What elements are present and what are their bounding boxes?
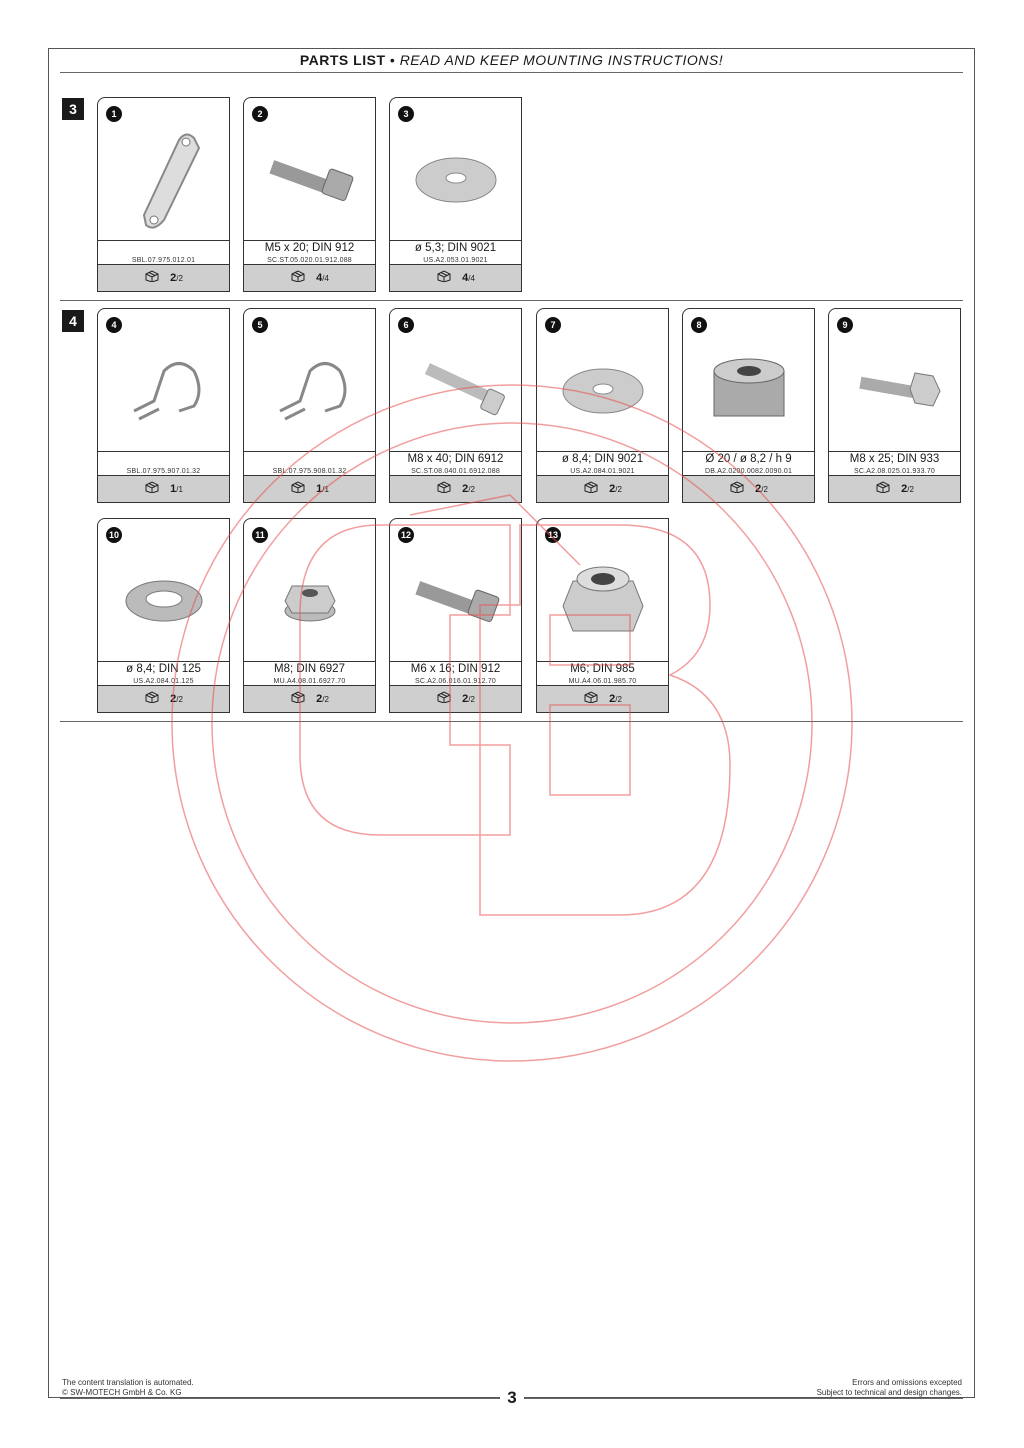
- part-number-badge: 4: [106, 317, 122, 333]
- part-code: SC.ST.08.040.01.6912.088: [411, 468, 500, 475]
- part-card: [682, 308, 815, 503]
- card-divider: [98, 661, 229, 662]
- part-number-badge: 5: [252, 317, 268, 333]
- part-name: M6 x 16; DIN 912: [410, 663, 501, 675]
- quantity-bar: [390, 264, 521, 291]
- card-divider: [244, 240, 375, 241]
- part-name: ø 5,3; DIN 9021: [414, 242, 497, 254]
- part-name: M8; DIN 6927: [274, 663, 345, 675]
- part-code: US.A2.084.01.9021: [570, 468, 635, 475]
- part-name: M5 x 20; DIN 912: [264, 242, 355, 254]
- bracket-plate-icon: [104, 120, 225, 230]
- hex-bolt-icon: [835, 331, 956, 441]
- part-code: DB.A2.0200.0082.0090.01: [704, 468, 793, 475]
- part-number-badge: 1: [106, 106, 122, 122]
- quantity: 2/2: [316, 693, 329, 705]
- card-divider: [829, 451, 960, 452]
- quantity-bar: [244, 475, 375, 502]
- quantity-bar: [683, 475, 814, 502]
- card-divider: [537, 661, 668, 662]
- part-card: [243, 518, 376, 713]
- part-card: [536, 518, 669, 713]
- package-box-icon: [583, 690, 599, 708]
- header-divider: [60, 72, 963, 73]
- wire-clip-icon: [104, 331, 225, 441]
- part-code: SC.A2.08.025.01.933.70: [853, 468, 936, 475]
- quantity: 4/4: [316, 272, 329, 284]
- footer-translation-note: The content translation is automated.: [62, 1378, 194, 1387]
- card-divider: [244, 661, 375, 662]
- part-card: [243, 97, 376, 292]
- part-code: MU.A4.08.01.6927.70: [273, 678, 346, 685]
- socket-bolt-icon: [250, 120, 371, 230]
- wire-clip-icon: [250, 331, 371, 441]
- package-box-icon: [436, 480, 452, 498]
- card-divider: [683, 451, 814, 452]
- card-divider: [390, 451, 521, 452]
- header-subtitle: READ AND KEEP MOUNTING INSTRUCTIONS!: [399, 52, 724, 68]
- package-box-icon: [875, 480, 891, 498]
- quantity: 2/2: [170, 693, 183, 705]
- part-code: MU.A4.06.01.985.70: [568, 678, 637, 685]
- footer-left: [62, 1378, 194, 1398]
- card-divider: [390, 661, 521, 662]
- part-name: ø 8,4; DIN 125: [126, 663, 201, 675]
- section-divider: [60, 721, 963, 722]
- header-title: PARTS LIST: [299, 52, 386, 68]
- package-box-icon: [729, 480, 745, 498]
- part-number-badge: 3: [398, 106, 414, 122]
- part-name: Ø 20 / ø 8,2 / h 9: [705, 453, 792, 465]
- package-box-icon: [583, 480, 599, 498]
- quantity-bar: [244, 264, 375, 291]
- spacer-icon: [689, 331, 810, 441]
- card-divider: [98, 451, 229, 452]
- card-divider: [98, 240, 229, 241]
- quantity: 2/2: [462, 483, 475, 495]
- washer-icon: [543, 331, 664, 441]
- quantity: 1/1: [170, 483, 183, 495]
- card-divider: [244, 451, 375, 452]
- section-number-4: 4: [62, 310, 84, 332]
- package-box-icon: [290, 690, 306, 708]
- flat-washer-icon: [104, 541, 225, 651]
- footer-right: [817, 1378, 962, 1398]
- quantity-bar: [244, 685, 375, 712]
- header-bullet: •: [389, 52, 396, 68]
- quantity-bar: [537, 685, 668, 712]
- part-number-badge: 13: [545, 527, 561, 543]
- part-number-badge: 11: [252, 527, 268, 543]
- part-name: M6; DIN 985: [570, 663, 635, 675]
- package-box-icon: [144, 690, 160, 708]
- part-name: M8 x 25; DIN 933: [849, 453, 940, 465]
- package-box-icon: [144, 269, 160, 287]
- part-card: [389, 518, 522, 713]
- part-card: [97, 97, 230, 292]
- package-box-icon: [436, 269, 452, 287]
- quantity: 2/2: [170, 272, 183, 284]
- card-divider: [537, 451, 668, 452]
- long-bolt-icon: [396, 331, 517, 441]
- part-code: SC.A2.06.016.01.912.70: [414, 678, 497, 685]
- quantity-bar: [537, 475, 668, 502]
- part-code: US.A2.053.01.9021: [423, 257, 488, 264]
- quantity: 2/2: [609, 693, 622, 705]
- part-code: US.A2.084.01.125: [133, 678, 194, 685]
- package-box-icon: [290, 269, 306, 287]
- part-code: SBL.07.975.012.01: [131, 257, 196, 264]
- footer-changes-note: Subject to technical and design changes.: [816, 1388, 962, 1397]
- part-number-badge: 12: [398, 527, 414, 543]
- part-number-badge: 9: [837, 317, 853, 333]
- part-code: SBL.07.975.907.01.32: [126, 468, 201, 475]
- page-header: [60, 52, 963, 72]
- package-box-icon: [290, 480, 306, 498]
- socket-bolt-icon: [396, 541, 517, 651]
- part-card: [97, 518, 230, 713]
- part-number-badge: 8: [691, 317, 707, 333]
- part-card: [828, 308, 961, 503]
- footer-errors-note: Errors and omissions excepted: [852, 1378, 962, 1387]
- quantity-bar: [98, 685, 229, 712]
- quantity: 2/2: [609, 483, 622, 495]
- section-divider: [60, 300, 963, 301]
- section-number-3: 3: [62, 98, 84, 120]
- quantity-bar: [829, 475, 960, 502]
- part-number-badge: 2: [252, 106, 268, 122]
- part-card: [389, 97, 522, 292]
- card-divider: [390, 240, 521, 241]
- quantity-bar: [390, 685, 521, 712]
- package-box-icon: [436, 690, 452, 708]
- part-number-badge: 7: [545, 317, 561, 333]
- part-card: [97, 308, 230, 503]
- quantity-bar: [98, 475, 229, 502]
- part-name: ø 8,4; DIN 9021: [561, 453, 644, 465]
- part-card: [243, 308, 376, 503]
- quantity: 2/2: [901, 483, 914, 495]
- quantity: 1/1: [316, 483, 329, 495]
- flange-nut-icon: [250, 541, 371, 651]
- quantity: 2/2: [462, 693, 475, 705]
- page-number: 3: [500, 1388, 524, 1408]
- lock-nut-icon: [543, 541, 664, 651]
- quantity-bar: [98, 264, 229, 291]
- part-number-badge: 10: [106, 527, 122, 543]
- part-code: SBL.07.975.908.01.32: [272, 468, 347, 475]
- package-box-icon: [144, 480, 160, 498]
- part-number-badge: 6: [398, 317, 414, 333]
- part-card: [389, 308, 522, 503]
- part-card: [536, 308, 669, 503]
- quantity-bar: [390, 475, 521, 502]
- quantity: 4/4: [462, 272, 475, 284]
- quantity: 2/2: [755, 483, 768, 495]
- footer-copyright: © SW-MOTECH GmbH & Co. KG: [62, 1388, 182, 1397]
- washer-icon: [396, 120, 517, 230]
- part-code: SC.ST.05.020.01.912.088: [267, 257, 352, 264]
- part-name: M8 x 40; DIN 6912: [407, 453, 504, 465]
